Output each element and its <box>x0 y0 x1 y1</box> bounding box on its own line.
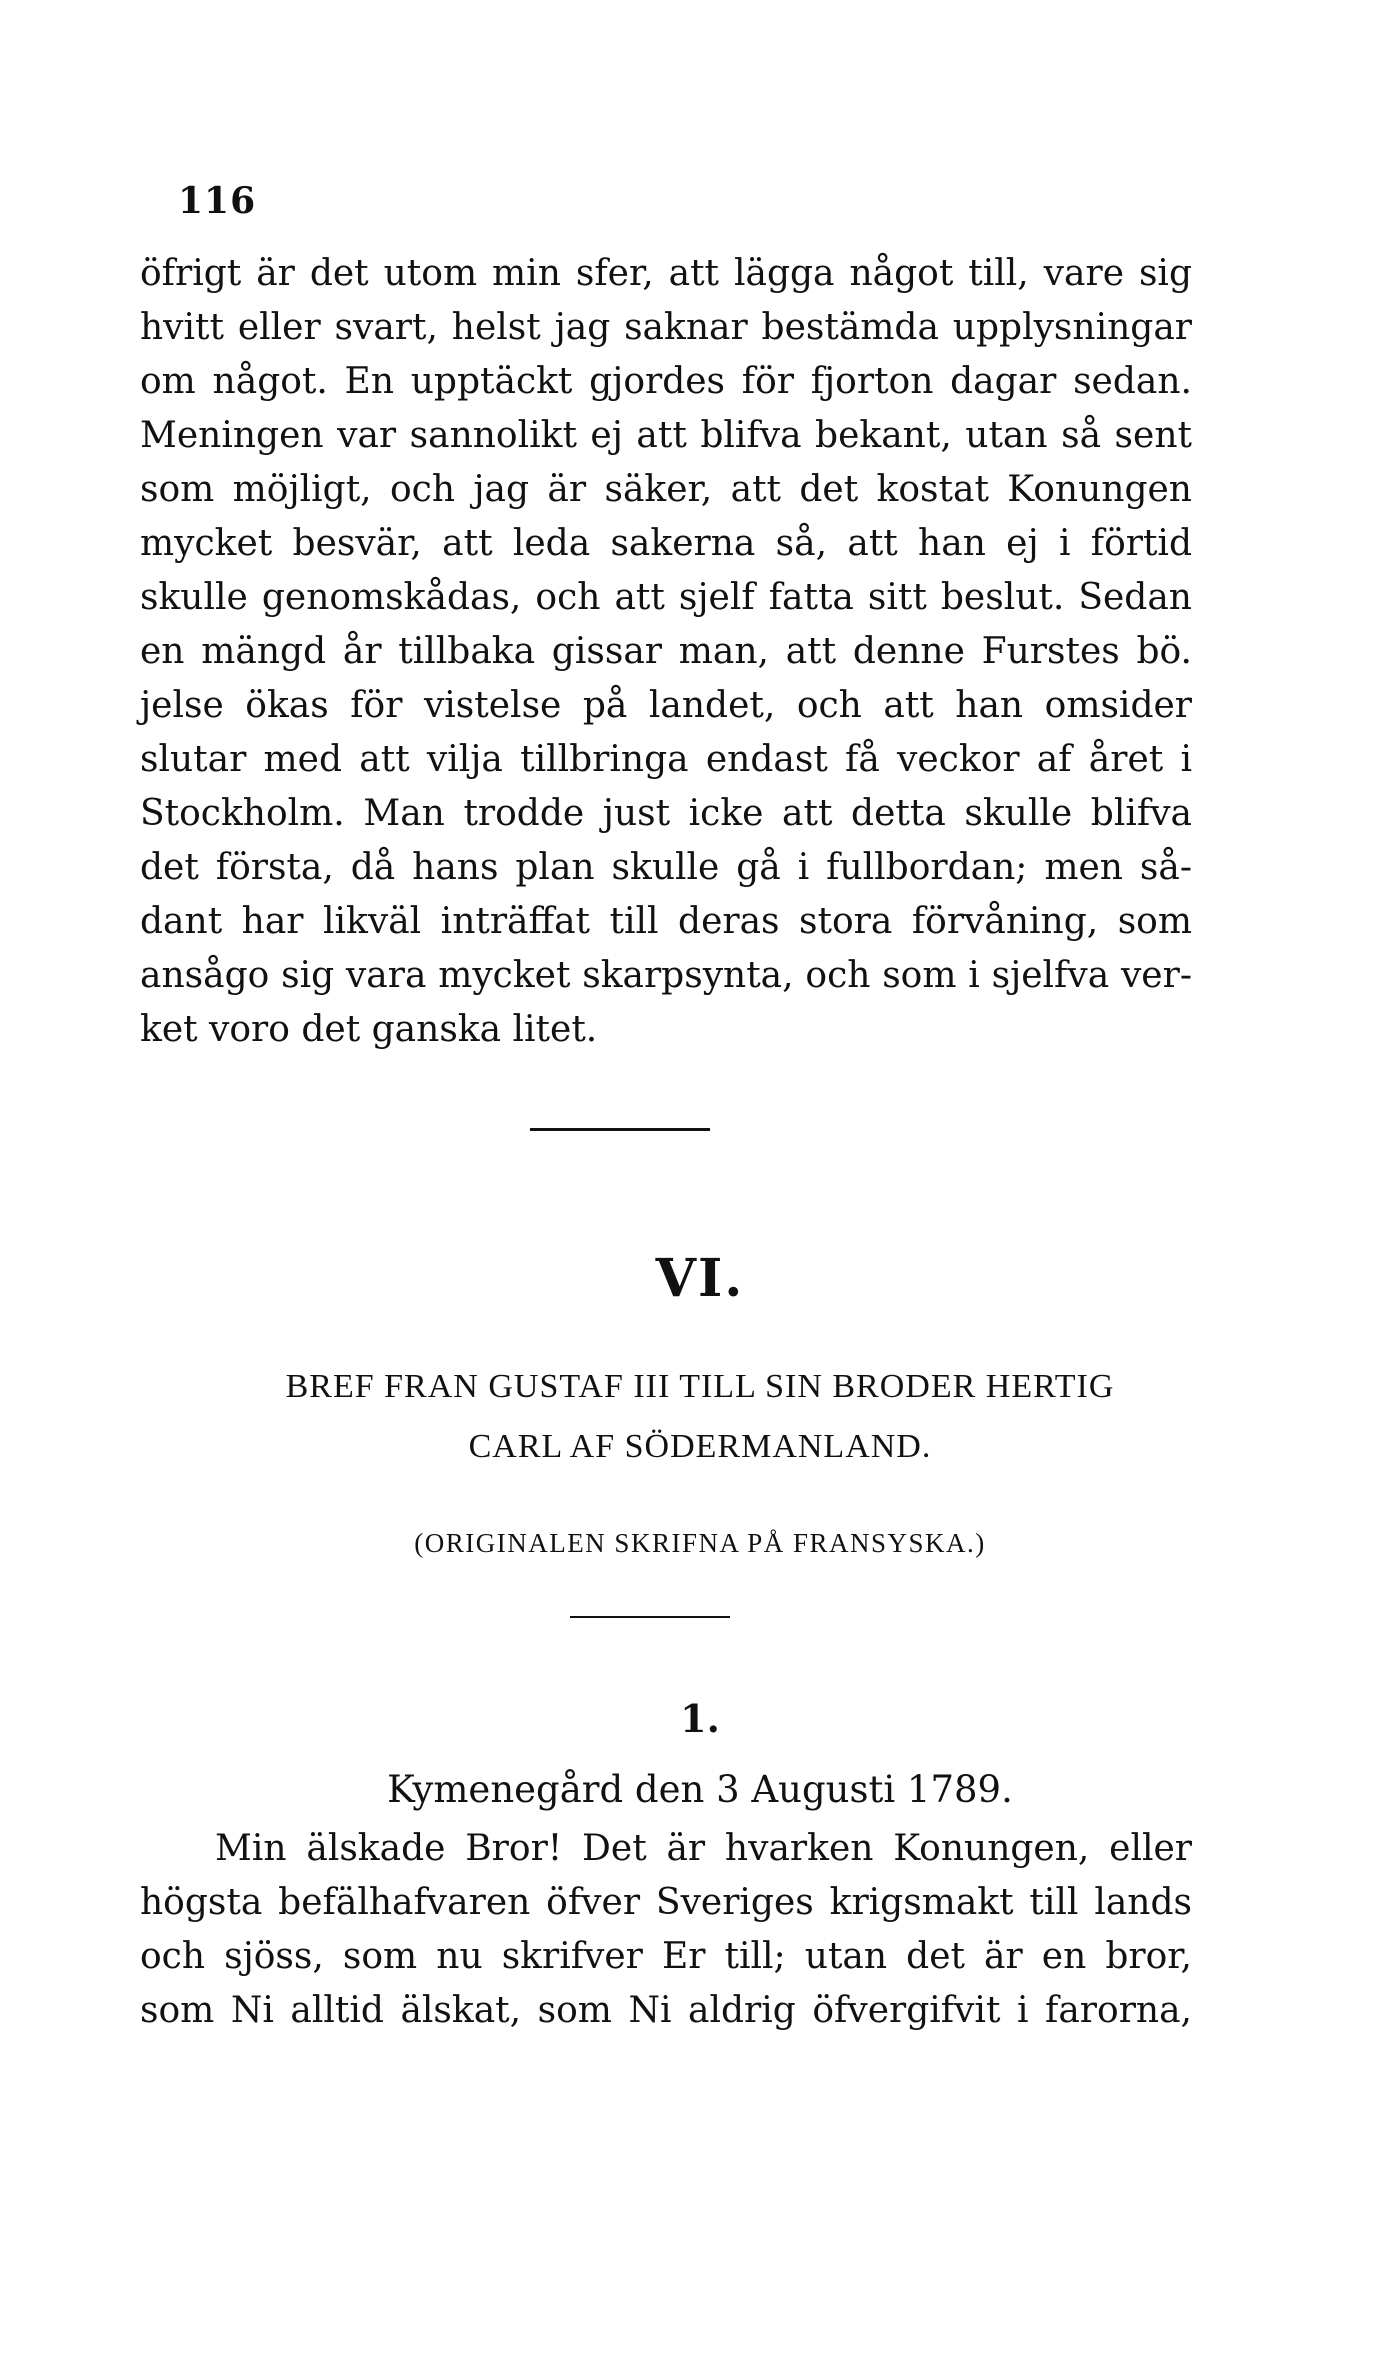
section-divider <box>530 1128 710 1131</box>
letter-text <box>140 1822 1192 2038</box>
body-line: hvitt eller svart, helst jag saknar bestämda upplysningar <box>140 307 1192 348</box>
body-line: ket voro det ganska litet. <box>140 1009 598 1050</box>
body-line: skulle genomskådas, och att sjelf fatta sitt beslut. Sedan <box>140 577 1192 618</box>
letter-line: högsta befälhafvaren öfver Sveriges krigsmakt till lands <box>140 1882 1192 1923</box>
body-line: Stockholm. Man trodde just icke att detta skulle blifva <box>140 793 1192 834</box>
body-line: en mängd år tillbaka gissar man, att denne Furstes bö. <box>140 631 1192 672</box>
section-title-line-1: BREF FRAN GUSTAF III TILL SIN BRODER HERTIG <box>285 1368 1115 1405</box>
section-subtitle: (ORIGINALEN SKRIFNA PÅ FRANSYSKA.) <box>414 1528 986 1558</box>
body-line: om något. En upptäckt gjordes för fjorton dagar sedan. <box>140 361 1192 402</box>
body-line: dant har likväl inträffat till deras stora förvåning, som <box>140 901 1192 942</box>
body-line: slutar med att vilja tillbringa endast få veckor af året i <box>140 739 1192 780</box>
body-line: som möjligt, och jag är säker, att det kostat Konungen <box>140 469 1192 510</box>
body-line: Meningen var sannolikt ej att blifva bekant, utan så sent <box>140 415 1192 456</box>
body-line: öfrigt är det utom min sfer, att lägga något till, vare sig <box>140 253 1192 294</box>
letter-line: och sjöss, som nu skrifver Er till; utan det är en bror, <box>140 1936 1192 1977</box>
body-line: det första, då hans plan skulle gå i fullbordan; men så- <box>140 847 1192 888</box>
body-line: jelse ökas för vistelse på landet, och att han omsider <box>140 685 1192 726</box>
letter-dateline: Kymenegård den 3 Augusti 1789. <box>387 1768 1013 1811</box>
letter-number: 1. <box>680 1696 720 1741</box>
page-number: 116 <box>178 180 257 222</box>
subtitle-divider <box>570 1616 730 1618</box>
body-text <box>140 247 1192 1057</box>
section-title-line-2: CARL AF SÖDERMANLAND. <box>468 1428 932 1465</box>
body-line: ansågo sig vara mycket skarpsynta, och som i sjelfva ver- <box>140 955 1192 996</box>
body-line: mycket besvär, att leda sakerna så, att han ej i förtid <box>140 523 1192 564</box>
section-number: VI. <box>655 1248 745 1309</box>
letter-line: Min älskade Bror! Det är hvarken Konungen, eller <box>215 1828 1192 1869</box>
letter-line: som Ni alltid älskat, som Ni aldrig öfvergifvit i farorna, <box>140 1990 1192 2031</box>
